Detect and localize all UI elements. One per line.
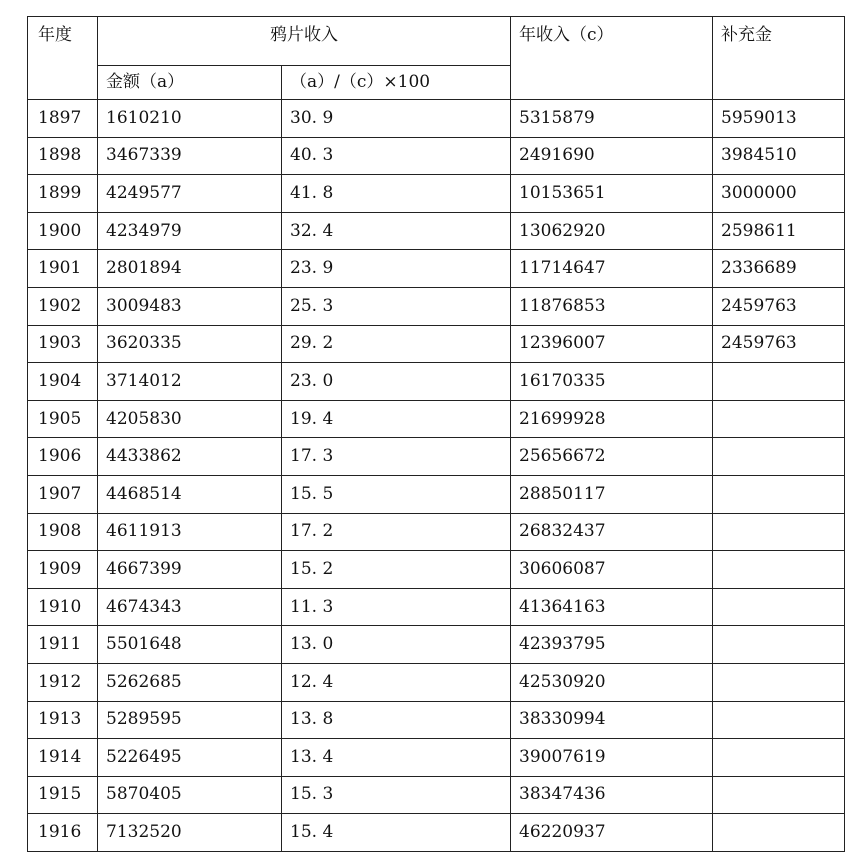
- table-row: [28, 363, 845, 401]
- header-ratio: （a）/（c）×100: [282, 66, 511, 100]
- cell-amount: 3009483: [98, 287, 282, 325]
- table-row: [28, 400, 845, 438]
- cell-ratio: 30. 9: [282, 100, 511, 138]
- table-row: [28, 776, 845, 814]
- table-row: [28, 513, 845, 551]
- cell-supplement: [713, 475, 845, 513]
- cell-amount: 5262685: [98, 663, 282, 701]
- cell-ratio: 13. 0: [282, 626, 511, 664]
- cell-ratio: 13. 4: [282, 739, 511, 777]
- cell-amount: 3467339: [98, 137, 282, 175]
- cell-amount: 5289595: [98, 701, 282, 739]
- cell-year: 1901: [28, 250, 98, 288]
- cell-annual: 21699928: [511, 400, 713, 438]
- cell-year: 1909: [28, 551, 98, 589]
- cell-amount: 3620335: [98, 325, 282, 363]
- cell-year: 1903: [28, 325, 98, 363]
- cell-year: 1910: [28, 588, 98, 626]
- table-row: [28, 475, 845, 513]
- cell-amount: 4667399: [98, 551, 282, 589]
- cell-ratio: 40. 3: [282, 137, 511, 175]
- cell-year: 1904: [28, 363, 98, 401]
- cell-supplement: [713, 400, 845, 438]
- cell-supplement: [713, 588, 845, 626]
- table-row: [28, 814, 845, 852]
- cell-year: 1911: [28, 626, 98, 664]
- cell-ratio: 23. 0: [282, 363, 511, 401]
- table-row: [28, 663, 845, 701]
- cell-annual: 38330994: [511, 701, 713, 739]
- cell-ratio: 15. 3: [282, 776, 511, 814]
- cell-supplement: [713, 739, 845, 777]
- cell-ratio: 41. 8: [282, 175, 511, 213]
- cell-ratio: 25. 3: [282, 287, 511, 325]
- cell-amount: 4433862: [98, 438, 282, 476]
- cell-supplement: 2459763: [713, 287, 845, 325]
- cell-annual: 12396007: [511, 325, 713, 363]
- cell-supplement: 2459763: [713, 325, 845, 363]
- cell-supplement: 2598611: [713, 212, 845, 250]
- header-opium-income: 鸦片收入: [98, 17, 511, 66]
- cell-ratio: 15. 4: [282, 814, 511, 852]
- cell-amount: 4205830: [98, 400, 282, 438]
- cell-supplement: [713, 701, 845, 739]
- table-row: [28, 137, 845, 175]
- cell-annual: 30606087: [511, 551, 713, 589]
- table-row: [28, 250, 845, 288]
- cell-supplement: [713, 438, 845, 476]
- cell-annual: 11714647: [511, 250, 713, 288]
- cell-annual: 46220937: [511, 814, 713, 852]
- cell-amount: 7132520: [98, 814, 282, 852]
- header-annual-income: 年收入（c）: [511, 17, 713, 100]
- cell-annual: 13062920: [511, 212, 713, 250]
- cell-annual: 42393795: [511, 626, 713, 664]
- header-supplement: 补充金: [713, 17, 845, 100]
- cell-ratio: 12. 4: [282, 663, 511, 701]
- cell-amount: 2801894: [98, 250, 282, 288]
- table-row: [28, 701, 845, 739]
- cell-ratio: 29. 2: [282, 325, 511, 363]
- cell-year: 1908: [28, 513, 98, 551]
- cell-supplement: [713, 513, 845, 551]
- table-row: [28, 438, 845, 476]
- cell-year: 1907: [28, 475, 98, 513]
- cell-annual: 28850117: [511, 475, 713, 513]
- cell-amount: 4249577: [98, 175, 282, 213]
- cell-ratio: 11. 3: [282, 588, 511, 626]
- cell-ratio: 32. 4: [282, 212, 511, 250]
- cell-annual: 25656672: [511, 438, 713, 476]
- cell-year: 1898: [28, 137, 98, 175]
- table-row: [28, 739, 845, 777]
- opium-revenue-table: [27, 16, 845, 852]
- cell-supplement: [713, 776, 845, 814]
- cell-year: 1913: [28, 701, 98, 739]
- cell-supplement: [713, 363, 845, 401]
- cell-ratio: 23. 9: [282, 250, 511, 288]
- cell-amount: 4234979: [98, 212, 282, 250]
- cell-annual: 38347436: [511, 776, 713, 814]
- cell-supplement: 5959013: [713, 100, 845, 138]
- cell-amount: 5870405: [98, 776, 282, 814]
- table-row: [28, 175, 845, 213]
- cell-supplement: 3000000: [713, 175, 845, 213]
- cell-year: 1916: [28, 814, 98, 852]
- cell-year: 1915: [28, 776, 98, 814]
- table-row: [28, 212, 845, 250]
- cell-ratio: 15. 5: [282, 475, 511, 513]
- cell-supplement: [713, 814, 845, 852]
- cell-annual: 16170335: [511, 363, 713, 401]
- cell-annual: 11876853: [511, 287, 713, 325]
- cell-amount: 4674343: [98, 588, 282, 626]
- cell-annual: 39007619: [511, 739, 713, 777]
- cell-annual: 2491690: [511, 137, 713, 175]
- cell-ratio: 19. 4: [282, 400, 511, 438]
- cell-year: 1906: [28, 438, 98, 476]
- cell-supplement: [713, 626, 845, 664]
- cell-amount: 5226495: [98, 739, 282, 777]
- cell-supplement: 3984510: [713, 137, 845, 175]
- cell-supplement: 2336689: [713, 250, 845, 288]
- cell-year: 1902: [28, 287, 98, 325]
- cell-annual: 5315879: [511, 100, 713, 138]
- cell-year: 1905: [28, 400, 98, 438]
- cell-annual: 26832437: [511, 513, 713, 551]
- cell-amount: 4468514: [98, 475, 282, 513]
- header-amount: 金额（a）: [98, 66, 282, 100]
- cell-amount: 5501648: [98, 626, 282, 664]
- cell-year: 1900: [28, 212, 98, 250]
- cell-year: 1914: [28, 739, 98, 777]
- table-row: [28, 626, 845, 664]
- cell-year: 1897: [28, 100, 98, 138]
- cell-ratio: 17. 3: [282, 438, 511, 476]
- cell-ratio: 17. 2: [282, 513, 511, 551]
- table-row: [28, 588, 845, 626]
- cell-amount: 3714012: [98, 363, 282, 401]
- table-row: [28, 287, 845, 325]
- header-year: 年度: [28, 17, 98, 100]
- cell-supplement: [713, 551, 845, 589]
- cell-year: 1912: [28, 663, 98, 701]
- cell-year: 1899: [28, 175, 98, 213]
- cell-amount: 1610210: [98, 100, 282, 138]
- cell-annual: 41364163: [511, 588, 713, 626]
- cell-supplement: [713, 663, 845, 701]
- table-row: [28, 551, 845, 589]
- cell-ratio: 13. 8: [282, 701, 511, 739]
- table-row: [28, 325, 845, 363]
- cell-annual: 42530920: [511, 663, 713, 701]
- header-row-1: [28, 17, 845, 66]
- cell-ratio: 15. 2: [282, 551, 511, 589]
- cell-amount: 4611913: [98, 513, 282, 551]
- table-body: [28, 17, 845, 852]
- cell-annual: 10153651: [511, 175, 713, 213]
- table-row: [28, 100, 845, 138]
